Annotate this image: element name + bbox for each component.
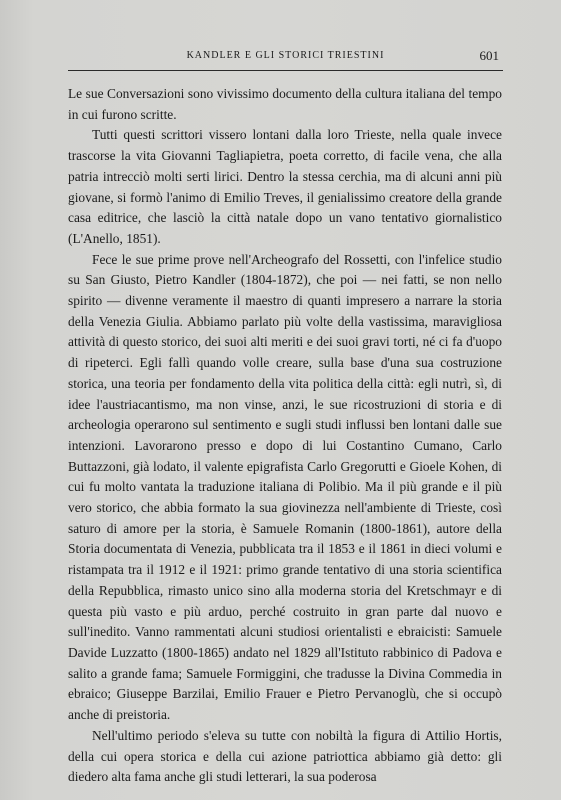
page-number: 601 — [479, 48, 499, 63]
running-header — [68, 48, 503, 68]
paragraph: Tutti questi scrittori vissero lontani dalla loro Trieste, nella quale invece trascorse la vita Giovanni Tagliapietra, poeta corretto, di facile vena, che alla patria intrecciò molti serti lirici. Dentro la stessa cerchia, ma di alcuni anni più giovane, si formò l'animo di Emilio Treves, il genialissimo creatore della grande casa editrice, che lasciò la città natale dopo un vano tentativo giornalistico (L'Anello, 1851). — [68, 127, 502, 246]
paragraph: Le sue Conversazioni sono vivissimo documento della cultura italiana del tempo in cui furono scritte. — [68, 86, 502, 122]
running-title: KANDLER E GLI STORICI TRIESTINI — [186, 50, 385, 61]
paragraph: Nell'ultimo periodo s'eleva su tutte con nobiltà la figura di Attilio Hortis, della cui opera storica e della cui azione patriottica abbiamo già detto: gli diedero alta fama anche gli studi letterari, la sua poderosa — [68, 727, 502, 785]
header-rule — [68, 70, 503, 71]
body-text — [68, 84, 502, 788]
paragraph: Fece le sue prime prove nell'Archeografo del Rossetti, con l'infelice studio su San Giusto, Pietro Kandler (1804-1872), che poi — nei fatti, se non nello spirito — divenne veramente il maestro di quanti impresero a narrare la storia della Venezia Giulia. Abbiamo parlato più volte della vastissima, maravigliosa attività di questo storico, dei suoi alti meriti e dei suoi gravi torti, né ci fa d'uopo di ripeterci. Egli fallì quando volle creare, sulla base d'una sua costruzione storica, una teoria per fondamento della vita politica della città: egli nutrì, sì, di idee l'austriacantismo, ma non vinse, anzi, le sue ricostruzioni di storia e di archeologia operarono sul sentimento e sugli studi influssi ben lontani dalle sue intenzioni. Lavorarono presso e dopo di lui Costantino Cumano, Carlo Buttazzoni, già lodato, il valente epigrafista Carlo Gregorutti e Gioele Kohen, di cui fu molto vantata la traduzione italiana di Polibio. Ma il più grande e il più vero storico, che abbia formato la sua giovinezza nell'ambiente di Trieste, così saturo di amore per la storia, è Samuele Romanin (1800-1861), autore della Storia documentata di Venezia, pubblicata tra il 1853 e il 1861 in dieci volumi e ristampata tra il 1912 e il 1921: primo grande tentativo di una storia scientifica della Repubblica, rimasto unico sino alla moderna storia del Kretschmayr e di questa più vasto e più arduo, perché costruito in gran parte dal nuovo e sull'inedito. Vanno rammentati alcuni studiosi orientalisti e ebraicisti: Samuele Davide Luzzatto (1800-1865) andato nel 1829 all'Istituto rabbinico di Padova e salito a grande fama; Samuele Formiggini, che tradusse la Divina Commedia in ebraico; Giuseppe Barzilai, Emilio Frauer e Pietro Pervanoglù, che si occupò anche di preistoria. — [68, 251, 502, 723]
